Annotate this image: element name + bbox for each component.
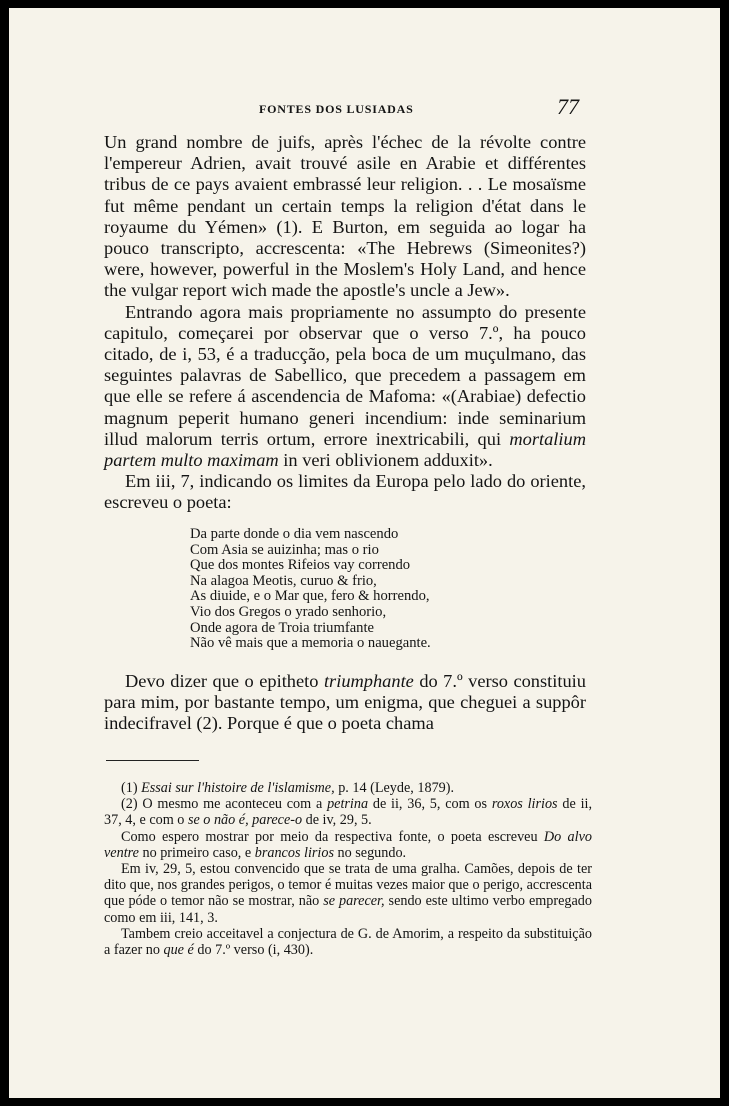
verse-line: Com Asia se auizinha; mas o rio [190, 541, 379, 558]
verse-line: As diuide, e o Mar que, fero & horrendo, [190, 588, 430, 605]
main-text-continued [104, 671, 586, 735]
verse-line: Não vê mais que a memoria o nauegante. [190, 635, 431, 652]
footnotes [104, 780, 592, 958]
paragraph-sabellico: Entrando agora mais propriamente no assumpto do presente capitulo, começarei por observar que o verso 7.º, ha pouco citado, de i, 53, é a traducção, pela boca de um muçulmano, das seguintes palavras de Sabellico, que precedem a passagem em que elle se refere á ascendencia de Mafoma: «(Arabiae) defectio magnum peperit humano generi incendium: inde seminarium illud malorum terris ortum, errore inextricabili, qui mortalium partem multo maximam in veri oblivionem adduxit». [104, 301, 586, 471]
verse-line: Onde agora de Troia triumfante [190, 619, 374, 636]
footnote-2: (2) O mesmo me aconteceu com a petrina de ii, 36, 5, com os roxos lirios de ii, 37, 4, e com o se o não é, parece-o de iv, 29, 5. [104, 796, 592, 829]
book-page [9, 8, 720, 1098]
footnote-rule [106, 760, 199, 761]
verse-quotation [190, 527, 520, 652]
running-title: FONTES DOS LUSIADAS [259, 102, 414, 116]
verse-line: Na alagoa Meotis, curuo & frio, [190, 572, 377, 589]
main-text [104, 132, 586, 514]
verse-line: Que dos montes Rifeios vay correndo [190, 557, 411, 574]
paragraph-triumphante: Devo dizer que o epitheto triumphante do 7.º verso constituiu para mim, por bastante tempo, um enigma, que cheguei a suppôr indecifravel (2). Porque é que o poeta chama [104, 671, 586, 734]
footnote-2-cont-b: Em iv, 29, 5, estou convencido que se trata de uma gralha. Camões, depois de ter dito que, nos grandes perigos, o temor é muitas vezes maior que o perigo, accrescenta que póde o temor não se mostrar, não se parecer, sendo este ultimo verbo empregado como em iii, 141, 3. [104, 861, 592, 926]
paragraph-quote-continuation: Un grand nombre de juifs, après l'échec de la révolte contre l'empereur Adrien, avait trouvé asile en Arabie et différentes tribus de ce pays avaient embrassé leur religion. . . Le mosaïsme fut même pendant un certain temps la religion d'état dans le royaume du Yémen» (1). E Burton, em seguida ao logar ha pouco transcripto, accrescenta: «The Hebrews (Simeonites?) were, however, powerful in the Moslem's Holy Land, and hence the vulgar report wich made the apostle's uncle a Jew». [104, 132, 586, 301]
footnote-2-cont-c: Tambem creio acceitavel a conjectura de G. de Amorim, a respeito da substituição a fazer no que é do 7.º verso (i, 430). [104, 925, 592, 959]
paragraph-europe-limits: Em iii, 7, indicando os limites da Europa pelo lado do oriente, escreveu o poeta: [104, 471, 586, 513]
verse-line: Da parte donde o dia vem nascendo [190, 526, 399, 542]
page-number: 77 [557, 94, 579, 119]
footnote-2-cont-a: Como espero mostrar por meio da respectiva fonte, o poeta escreveu Do alvo ventre no primeiro caso, e brancos lirios no segundo. [104, 828, 592, 861]
footnote-1: (1) Essai sur l'histoire de l'islamisme, p. 14 (Leyde, 1879). [121, 780, 455, 796]
page-header [9, 94, 720, 120]
verse-line: Vio dos Gregos o yrado senhorio, [190, 603, 387, 620]
